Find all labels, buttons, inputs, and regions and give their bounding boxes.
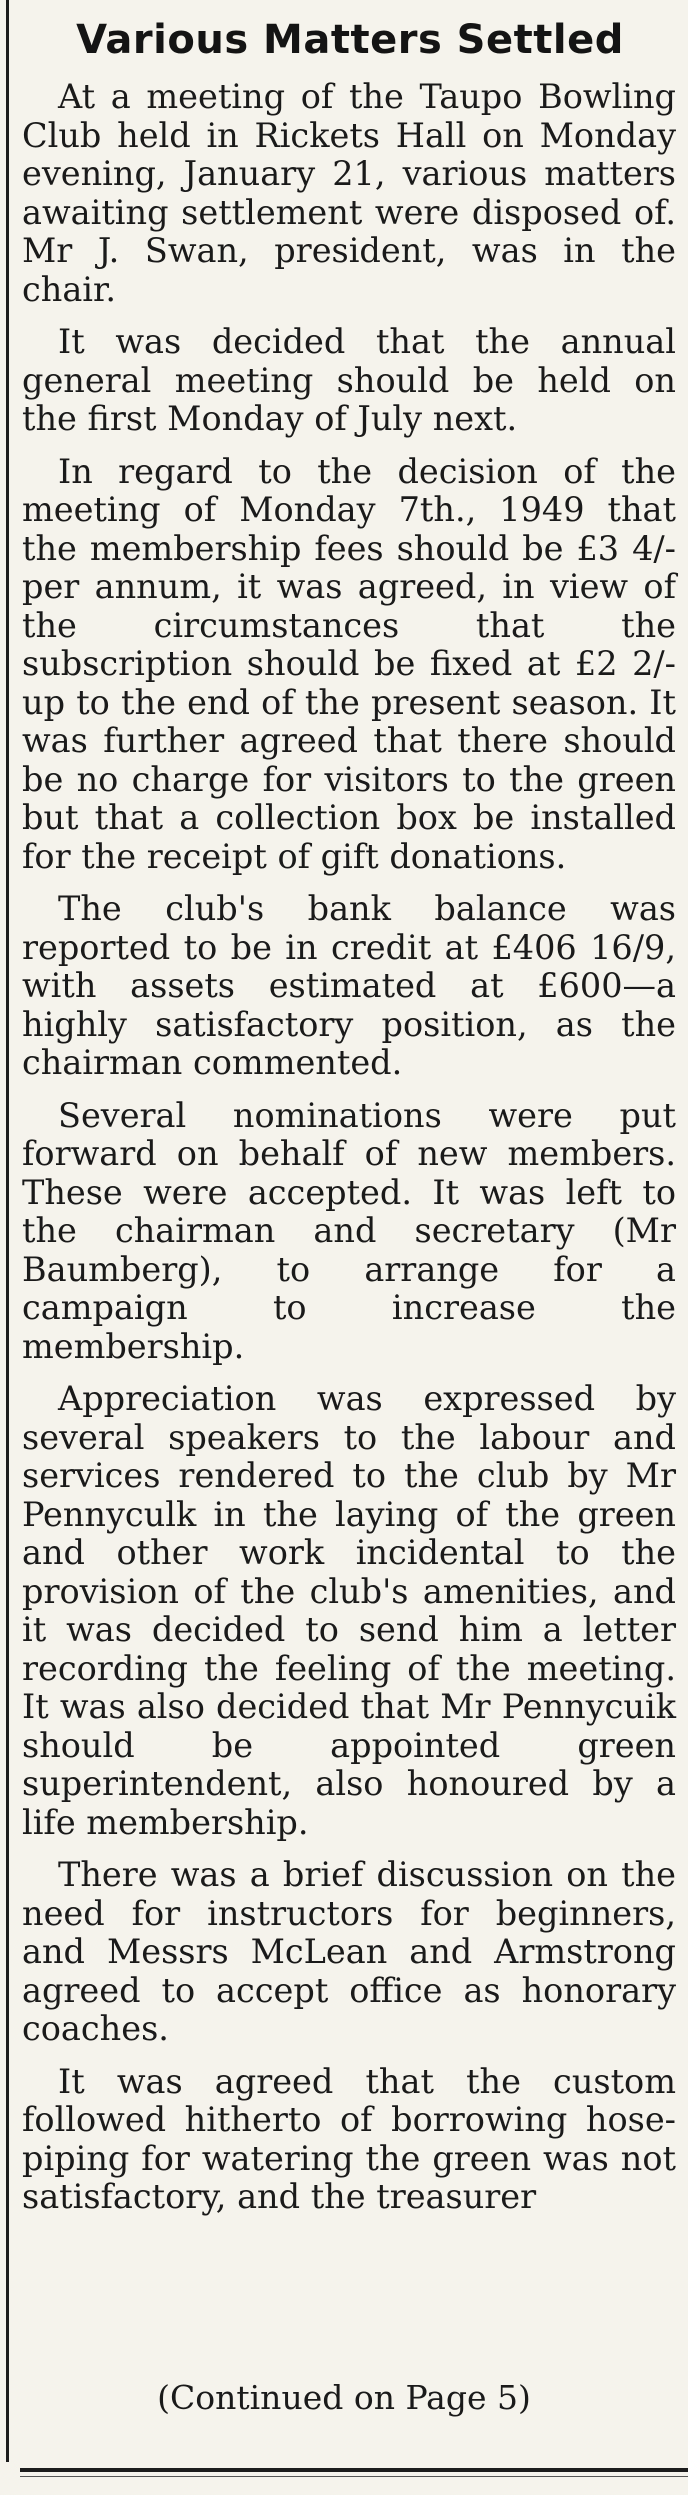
bottom-rule-thin xyxy=(20,2476,688,2477)
paragraph-hose-piping: It was agreed that the custom followed hitherto of borrowing hose-piping for watering the green was not satisfactory, and the treasurer xyxy=(22,2061,676,2216)
continued-note: (Continued on Page 5) xyxy=(157,2378,531,2417)
article-headline: Various Matters Settled xyxy=(76,17,624,63)
paragraph-membership-fees: In regard to the decision of the meeting of Monday 7th., 1949 that the membership fees should be £3 4/- per annum, it was agreed, in view of the circumstances that the subscription should be fixed at £2 2/- up to the end of the present season. It was further agreed that there should be no charge for visitors to the green but that a collection box be installed for the receipt of gift donations. xyxy=(22,451,676,876)
bottom-rule xyxy=(20,2468,688,2472)
article-body xyxy=(22,78,676,2231)
column-rule-left xyxy=(6,0,9,2462)
paragraph-annual-meeting: It was decided that the annual general meeting should be held on the first Monday of July next. xyxy=(22,322,676,438)
paragraph-appreciation: Appreciation was expressed by several speakers to the labour and services rendered to the club by Mr Pennyculk in the laying of the green and other work incidental to the provision of the club's amenities, and it was decided to send him a letter recording the feeling of the meeting. It was also decided that Mr Pennycuik should be appointed green superintendent, also honoured by a life membership. xyxy=(22,1379,676,1842)
paragraph-nominations: Several nominations were put forward on behalf of new members. These were accepted. It was left to the chairman and secretary (Mr Baumberg), to arrange for a campaign to increase the membership. xyxy=(22,1095,676,1366)
paragraph-bank-balance: The club's bank balance was reported to be in credit at £406 16/9, with assets estimated at £600—a highly satisfactory position, as the chairman commented. xyxy=(22,889,676,1082)
paragraph-instructors: There was a brief discussion on the need for instructors for beginners, and Messrs McLean and Armstrong agreed to accept office as honorary coaches. xyxy=(22,1855,676,2048)
paragraph-meeting-intro: At a meeting of the Taupo Bowling Club held in Rickets Hall on Monday evening, January 21, various matters awaiting settlement were disposed of. Mr J. Swan, president, was in the chair. xyxy=(22,77,676,309)
